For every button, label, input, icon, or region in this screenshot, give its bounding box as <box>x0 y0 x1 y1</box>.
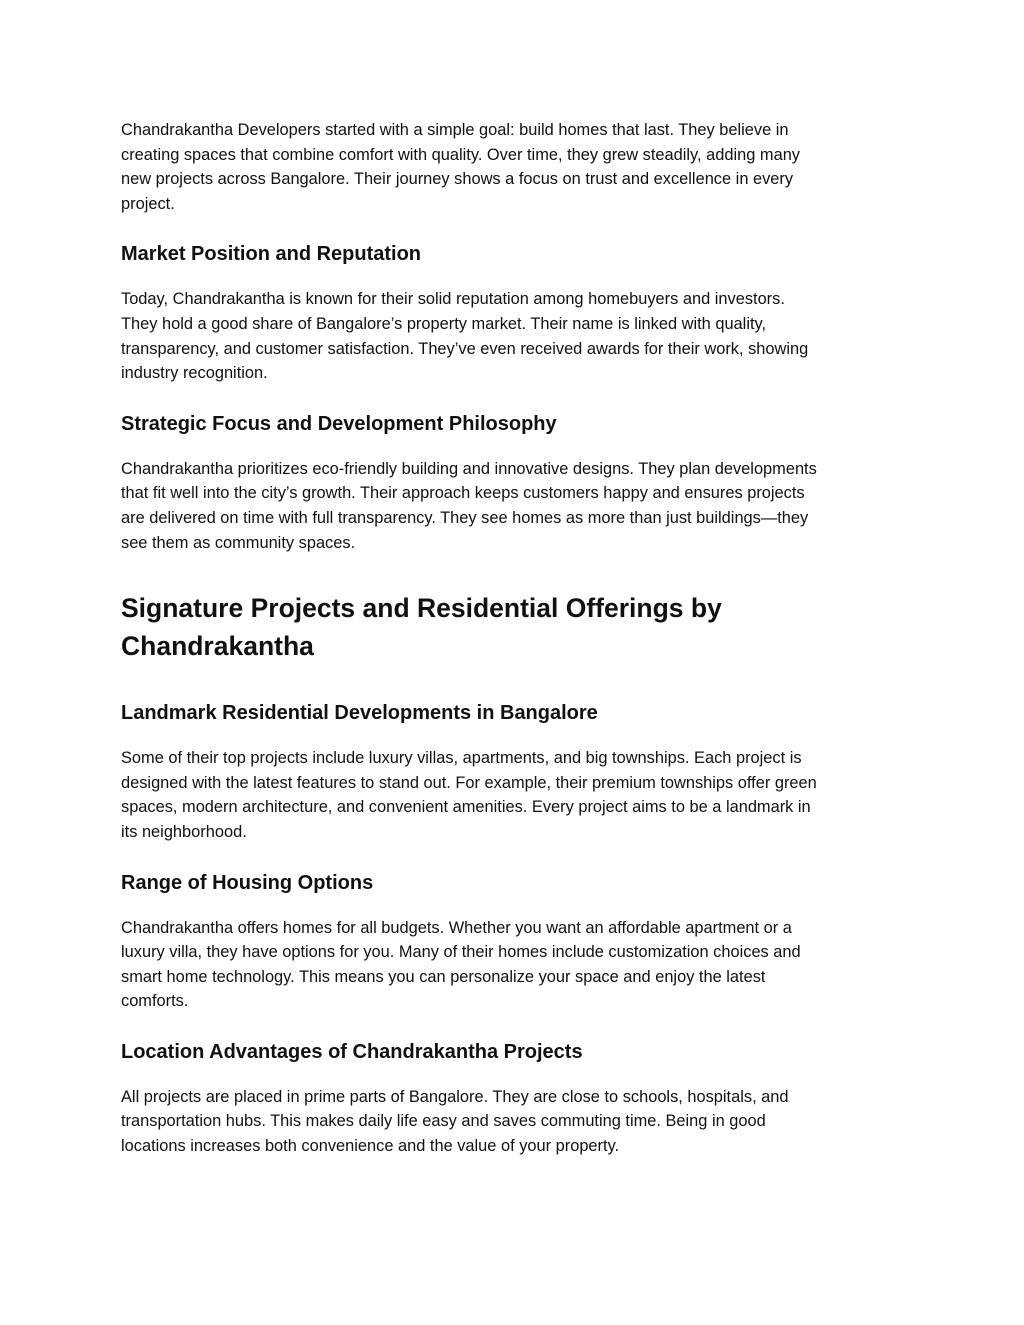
paragraph-housing-options: Chandrakantha offers homes for all budgets. Whether you want an affordable apartment or a luxury villa, they have options for you. Many of their homes include customization choices and smart home technology. This means you can personalize your space and enjoy the latest comforts. <box>121 918 801 1011</box>
heading-housing-options: Range of Housing Options <box>121 871 374 894</box>
heading-location-advantages: Location Advantages of Chandrakantha Projects <box>121 1040 583 1063</box>
heading-strategic-focus: Strategic Focus and Development Philosophy <box>121 412 557 435</box>
heading-market-position: Market Position and Reputation <box>121 243 422 266</box>
paragraph-landmark-developments: Some of their top projects include luxury villas, apartments, and big townships. Each project is designed with the latest features to stand out. For example, their premium townships offer green spaces, modern architecture, and convenient amenities. Every project aims to be a landmark in its neighborhood. <box>121 749 817 841</box>
paragraph-market-position: Today, Chandrakantha is known for their solid reputation among homebuyers and investors. They hold a good share of Bangalore’s property market. Their name is linked with quality, transparency, and customer satisfaction. They’ve even received awards for their work, showing industry recognition. <box>121 290 809 383</box>
paragraph-location-advantages: All projects are placed in prime parts of Bangalore. They are close to schools, hospitals, and transportation hubs. This makes daily life easy and saves commuting time. Being in good locations increases both convenience and the value of your property. <box>121 1087 789 1156</box>
intro-paragraph: Chandrakantha Developers started with a simple goal: build homes that last. They believe in creating spaces that combine comfort with quality. Over time, they grew steadily, adding many new projects across Bangalore. Their journey shows a focus on trust and excellence in every project. <box>121 121 801 213</box>
paragraph-strategic-focus: Chandrakantha prioritizes eco-friendly building and innovative designs. They plan developments that fit well into the city’s growth. Their approach keeps customers happy and ensures projects are delivered on time with full transparency. They see homes as more than just buildings—they see them as community spaces. <box>121 459 817 552</box>
heading-landmark-developments: Landmark Residential Developments in Bangalore <box>121 702 598 725</box>
document-page <box>121 118 911 1159</box>
heading-signature-projects: Signature Projects and Residential Offerings by Chandrakantha <box>121 593 722 662</box>
